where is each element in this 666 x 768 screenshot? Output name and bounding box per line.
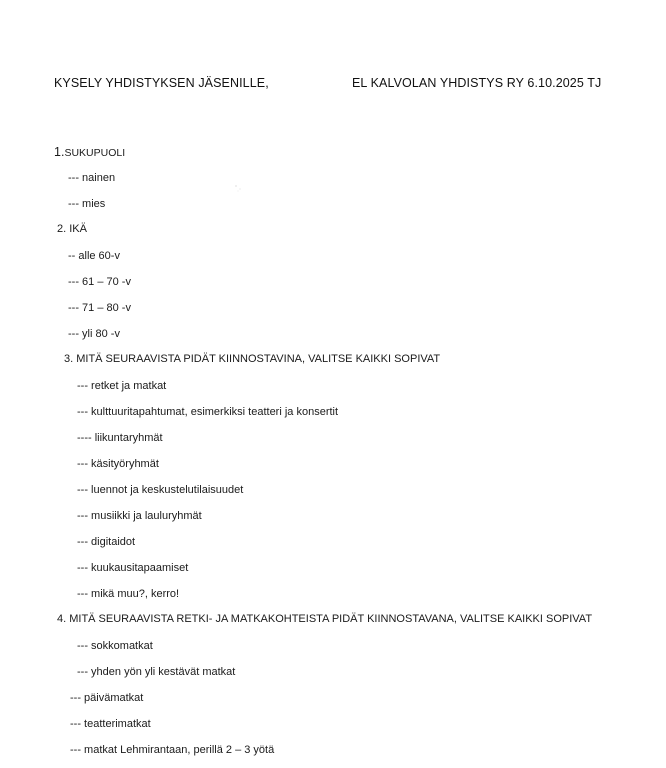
q4-option-lehmiranta: --- matkat Lehmirantaan, perillä 2 – 3 yötä: [70, 744, 275, 756]
q1-option-mies: --- mies: [68, 198, 106, 210]
q4-option-paivamatkat: --- päivämatkat: [70, 692, 144, 704]
q3-option-musiikki: --- musiikki ja lauluryhmät: [77, 510, 202, 522]
q4-option-sokkomatkat: --- sokkomatkat: [77, 640, 153, 652]
question-3-title: 3. MITÄ SEURAAVISTA PIDÄT KIINNOSTAVINA, VALITSE KAIKKI SOPIVAT: [64, 353, 441, 365]
q3-option-liikunta: ---- liikuntaryhmät: [77, 432, 163, 444]
q3-option-retket: --- retket ja matkat: [77, 380, 167, 392]
survey-title: KYSELY YHDISTYKSEN JÄSENILLE,: [54, 76, 269, 90]
q3-option-kuukausitapaamiset: --- kuukausitapaamiset: [77, 562, 189, 574]
q1-option-nainen: --- nainen: [68, 172, 116, 184]
q4-option-yon-yli: --- yhden yön yli kestävät matkat: [77, 666, 236, 678]
q3-option-kasityo: --- käsityöryhmät: [77, 458, 159, 470]
q2-option-yli-80: --- yli 80 -v: [68, 328, 120, 340]
association-date-line: EL KALVOLAN YHDISTYS RY 6.10.2025 TJ: [352, 76, 602, 90]
q2-option-61-70: --- 61 – 70 -v: [68, 276, 131, 288]
q3-option-kulttuuri: --- kulttuuritapahtumat, esimerkiksi teatteri ja konsertit: [77, 406, 339, 418]
q3-option-luennot: --- luennot ja keskustelutilaisuudet: [77, 484, 244, 496]
question-1-number: 1.: [54, 145, 65, 159]
q3-option-muu: --- mikä muu?, kerro!: [77, 588, 180, 600]
question-4-title: 4. MITÄ SEURAAVISTA RETKI- JA MATKAKOHTEISTA PIDÄT KIINNOSTAVANA, VALITSE KAIKKI SOPIVAT: [57, 613, 593, 625]
q2-option-71-80: --- 71 – 80 -v: [68, 302, 131, 314]
question-1-label: SUKUPUOLI: [64, 147, 126, 159]
question-1-title: [54, 145, 125, 159]
q2-option-alle-60: -- alle 60-v: [68, 250, 120, 262]
question-2-title: 2. IKÄ: [57, 223, 87, 235]
scan-speck: [234, 184, 244, 193]
q3-option-digitaidot: --- digitaidot: [77, 536, 136, 548]
q4-option-teatterimatkat: --- teatterimatkat: [70, 718, 151, 730]
